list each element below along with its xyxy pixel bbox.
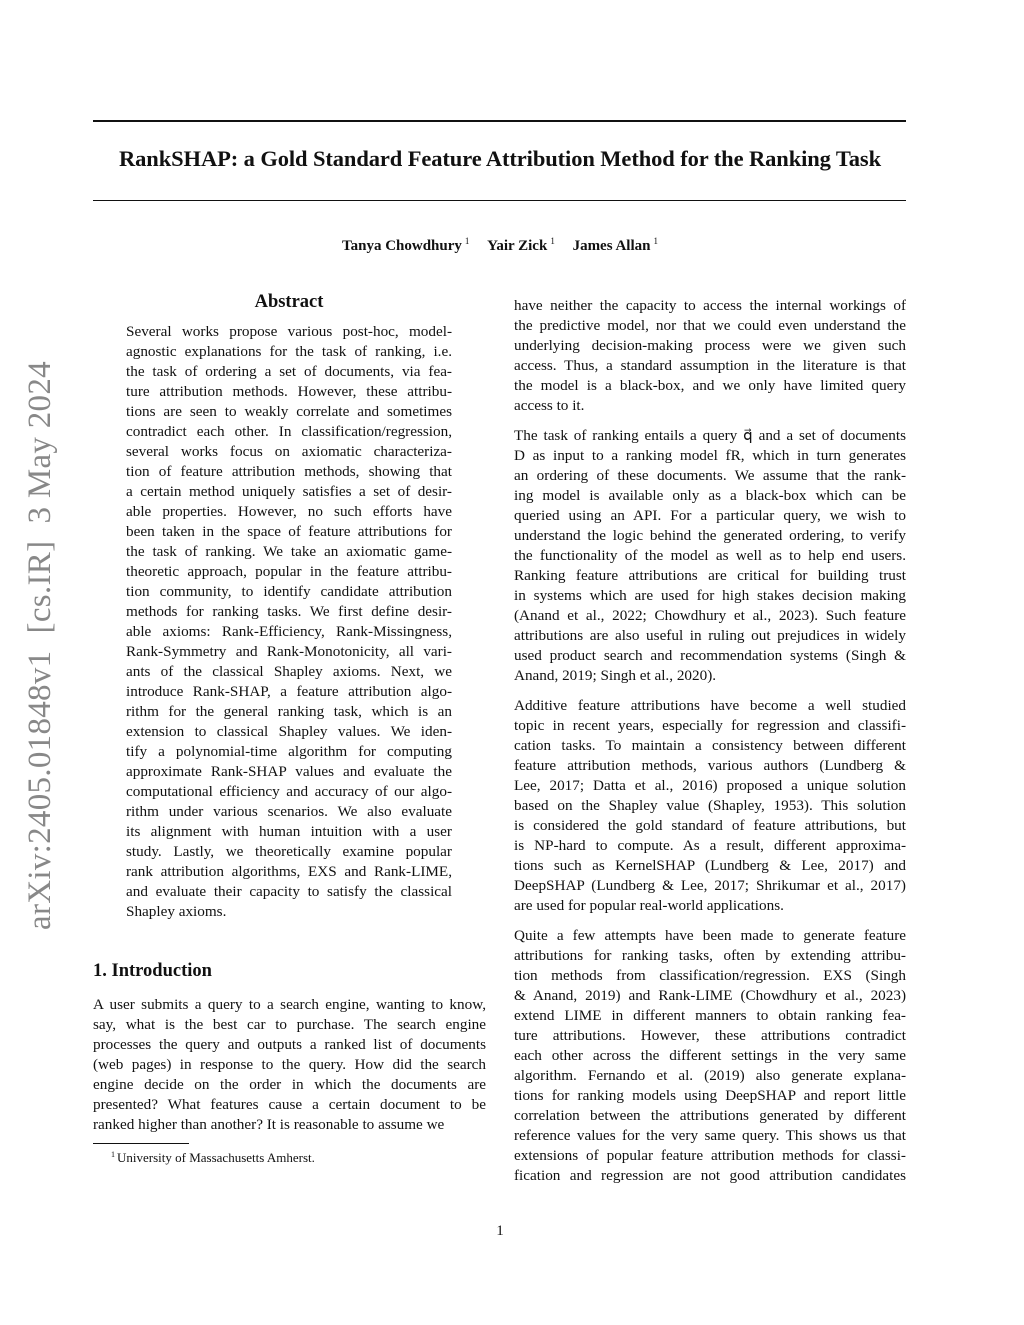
text-line: in systems which are used for high stakes decision making — [514, 587, 906, 604]
text-line: used product search and recommendation systems (Singh & — [514, 647, 906, 664]
text-line: approximate Rank-SHAP values and evaluate the — [126, 763, 452, 780]
text-line: several works focus on axiomatic characteriza- — [126, 443, 452, 460]
text-line: tions such as KernelSHAP (Lundberg & Lee, 2017) and — [514, 857, 906, 874]
text-line: attributions are also useful in ruling out prejudices in widely — [514, 627, 906, 644]
text-line: ture attributions. However, these attributions contradict — [514, 1027, 906, 1044]
text-line: tion community, to identify candidate attribution — [126, 583, 452, 600]
text-line: tion of feature attribution methods, showing that — [126, 463, 452, 480]
text-line: attributions for ranking tasks, often by extending attribu- — [514, 947, 906, 964]
text-line: tions for ranking models using DeepSHAP and report little — [514, 1087, 906, 1104]
text-line: the functionality of the model as well as to help end users. — [514, 547, 906, 564]
text-line: rithm under various scenarios. We also evaluate — [126, 803, 452, 820]
text-line: access to it. — [514, 397, 585, 414]
paragraph — [514, 426, 906, 686]
text-line: able axioms: Rank-Efficiency, Rank-Missingness, — [126, 623, 452, 640]
text-line: able properties. However, no such efforts have — [126, 503, 452, 520]
text-line: DeepSHAP (Lundberg & Lee, 2017; Shrikumar et al., 2017) — [514, 877, 906, 894]
text-line: ranked higher than another? It is reasonable to assume we — [93, 1116, 445, 1133]
footnote-rule — [93, 1143, 189, 1144]
abstract-heading: Abstract — [254, 292, 324, 312]
title-bottom-rule — [93, 200, 906, 201]
text-line: contradict each other. In classification/regression, — [126, 423, 452, 440]
text-line: introduce Rank-SHAP, a feature attribution algo- — [126, 683, 452, 700]
text-line: the task of ordering a set of documents, via fea- — [126, 363, 452, 380]
text-line: ing model is available only as a black-box which can be — [514, 487, 906, 504]
text-line: Lee, 2017; Datta et al., 2016) proposed a unique solution — [514, 777, 906, 794]
text-line: topic in recent years, especially for regression and classifi- — [514, 717, 906, 734]
text-line: understand the logic behind the generated ordering, to verify — [514, 527, 906, 544]
section-heading-introduction: 1. Introduction — [93, 961, 212, 981]
title-top-rule — [93, 120, 906, 122]
text-line: tify a polynomial-time algorithm for computing — [126, 743, 452, 760]
text-line: ants of the classical Shapley axioms. Next, we — [126, 663, 452, 680]
text-line: tion methods from classification/regression. EXS (Singh — [514, 967, 906, 984]
text-line: reference values for the very same query. This shows us that — [514, 1127, 906, 1144]
text-line: presented? What features cause a certain document to be — [93, 1096, 486, 1113]
text-line: computational efficiency and accuracy of our algo- — [126, 783, 452, 800]
text-line: correlation between the attributions generated by different — [514, 1107, 906, 1124]
text-line: rithm for the general ranking task, which is an — [126, 703, 452, 720]
author: Tanya Chowdhury $^1$ — [341, 236, 470, 254]
paper-title: RankSHAP: a Gold Standard Feature Attribution Method for the Ranking Task — [119, 146, 881, 171]
text-line: an ordering of these documents. We assume that the rank- — [514, 467, 906, 484]
text-line: have neither the capacity to access the internal workings of — [514, 297, 906, 314]
text-line: cation tasks. To maintain a consistency between different — [514, 737, 906, 754]
text-line: Shapley axioms. — [126, 903, 227, 920]
text-line: the predictive model, nor that we could even understand the — [514, 317, 906, 334]
text-line: D as input to a ranking model fR, which in turn generates — [514, 447, 906, 464]
text-line: queried using an API. For a particular query, we wish to — [514, 507, 906, 524]
text-line: extensions of popular feature attribution methods for classi- — [514, 1147, 906, 1164]
text-line: feature attribution methods, various authors (Lundberg & — [514, 757, 906, 774]
text-line: The task of ranking entails a query q⃗ and a set of documents — [514, 427, 906, 444]
text-line: & Anand, 2019) and Rank-LIME (Chowdhury et al., 2023) — [514, 987, 906, 1004]
text-line: the model is a black-box, and we only have limited query — [514, 377, 906, 394]
text-line: engine decide on the order in which the documents are — [93, 1076, 486, 1093]
text-line: (web pages) in response to the query. How did the search — [93, 1056, 486, 1073]
text-line: processes the query and outputs a ranked list of documents — [93, 1036, 486, 1053]
text-line: underlying decision-making process were we given such — [514, 337, 906, 354]
introduction-body-left — [93, 995, 486, 1135]
paragraph — [514, 696, 906, 916]
text-line: Anand, 2019; Singh et al., 2020). — [514, 667, 717, 684]
abstract-body — [126, 322, 452, 922]
text-line: methods for ranking tasks. We first define desir- — [126, 603, 452, 620]
author: James Allan $^1$ — [572, 236, 658, 254]
text-line: are used for popular real-world applications. — [514, 897, 784, 914]
text-line: study. Lastly, we theoretically examine popular — [126, 843, 452, 860]
text-line: algorithm. Fernando et al. (2019) also generate explana- — [514, 1067, 906, 1084]
text-line: rank attribution algorithms, EXS and Rank-LIME, — [126, 863, 452, 880]
text-line: tions are seen to weakly correlate and sometimes — [126, 403, 452, 420]
page-number: 1 — [496, 1223, 504, 1239]
text-line: Rank-Symmetry and Rank-Monotonicity, all vari- — [126, 643, 452, 660]
text-line: Quite a few attempts have been made to generate feature — [514, 927, 906, 944]
text-line: its alignment with human intuition with a user — [126, 823, 452, 840]
text-line: and evaluate their capacity to satisfy the classical — [126, 883, 452, 900]
arxiv-stamp: arXiv:2405.01848v1 [cs.IR] 3 May 2024 — [22, 361, 58, 930]
text-line: fication and regression are not good attribution candidates — [514, 1167, 906, 1184]
text-line: theoretic approach, popular in the feature attribu- — [126, 563, 452, 580]
author: Yair Zick $^1$ — [487, 236, 555, 254]
text-line: agnostic explanations for the task of ranking, i.e. — [126, 343, 452, 360]
text-line: (Anand et al., 2022; Chowdhury et al., 2023). Such feature — [514, 607, 906, 624]
text-line: Several works propose various post-hoc, model- — [126, 323, 452, 340]
author-list — [0, 236, 1000, 255]
text-line: extension to classical Shapley values. We iden- — [126, 723, 452, 740]
text-line: A user submits a query to a search engine, wanting to know, — [93, 996, 486, 1013]
text-line: is NP-hard to compute. As a result, different approxima- — [514, 837, 906, 854]
paragraph — [514, 296, 906, 416]
text-line: each other across the different settings in the very same — [514, 1047, 906, 1064]
text-line: extend LIME in different manners to obtain ranking fea- — [514, 1007, 906, 1024]
text-line: Additive feature attributions have become a well studied — [514, 697, 906, 714]
text-line: Ranking feature attributions are critical for building trust — [514, 567, 906, 584]
text-line: a certain method uniquely satisfies a set of desir- — [126, 483, 452, 500]
text-line: ture attribution methods. However, these attribu- — [126, 383, 452, 400]
text-line: access. Thus, a standard assumption in the literature is that — [514, 357, 906, 374]
text-line: been taken in the space of feature attributions for — [126, 523, 452, 540]
text-line: based on the Shapley value (Shapley, 1953). This solution — [514, 797, 906, 814]
text-line: say, what is the best car to purchase. The search engine — [93, 1016, 486, 1033]
paragraph — [514, 926, 906, 1186]
footnote: $^1$ University of Massachusetts Amherst. — [111, 1150, 315, 1165]
text-line: the task of ranking. We take an axiomatic game- — [126, 543, 452, 560]
text-line: is considered the gold standard of feature attributions, but — [514, 817, 906, 834]
